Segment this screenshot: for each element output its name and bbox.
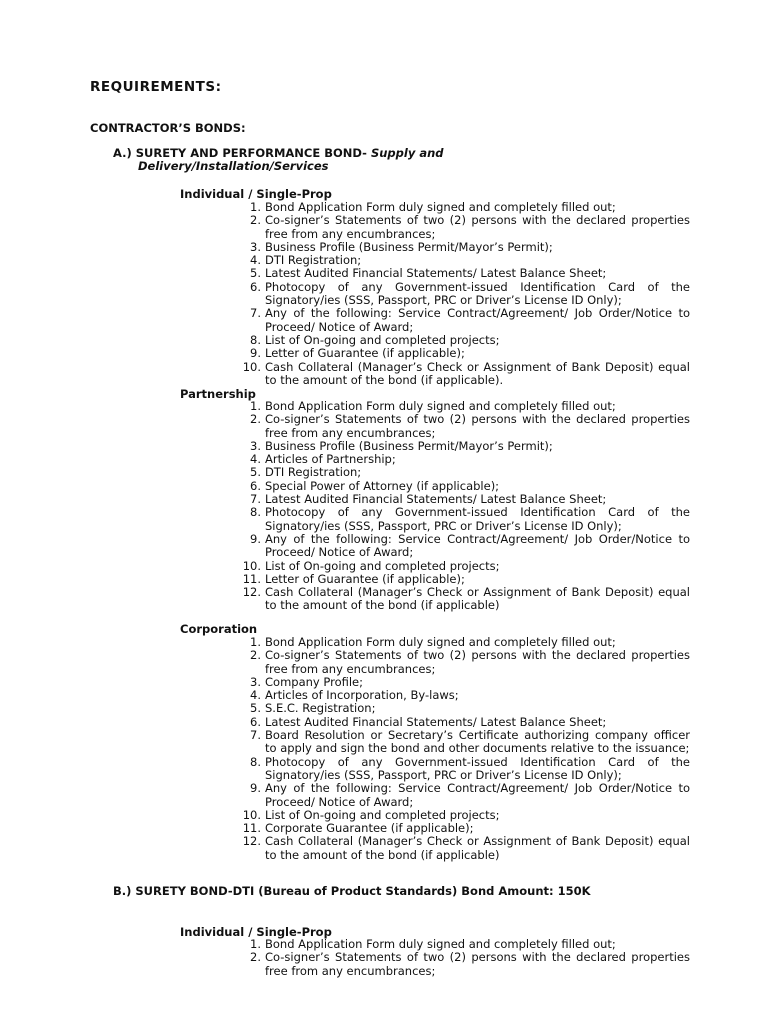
- list-item-text: List of On-going and completed projects;: [265, 807, 500, 822]
- list-item: [0, 307, 690, 334]
- list-item-number: 7.: [250, 492, 261, 507]
- list-item: [0, 809, 690, 822]
- list-item: [0, 361, 690, 388]
- list-item-text: Co-signer’s Statements of two (2) persons with the declared properties free from any encumbrances;: [265, 950, 690, 978]
- partnership-heading: Partnership: [180, 387, 256, 401]
- list-item-number: 3.: [250, 438, 261, 453]
- list-item-text: Board Resolution or Secretary’s Certificate authorizing company officer to apply and sign the bond and other documents relative to the issuance;: [265, 728, 690, 756]
- list-item: [0, 214, 690, 241]
- list-item-number: 5.: [250, 465, 261, 480]
- list-item-number: 11.: [242, 571, 261, 586]
- list-item-text: List of On-going and completed projects;: [265, 332, 500, 347]
- list-item: [0, 506, 690, 533]
- section-a-italic: Supply and: [370, 146, 444, 160]
- list-item-number: 9.: [250, 781, 261, 796]
- section-b-heading: B.) SURETY BOND-DTI (Bureau of Product Standards) Bond Amount: 150K: [113, 884, 591, 898]
- list-item-text: Cash Collateral (Manager’s Check or Assignment of Bank Deposit) equal to the amount of the bond (if applicable): [265, 585, 690, 613]
- list-item: [0, 822, 690, 835]
- list-item: [0, 281, 690, 308]
- list-item-text: Articles of Incorporation, By-laws;: [265, 688, 459, 703]
- section-a-heading: [113, 147, 444, 174]
- list-item-text: Articles of Partnership;: [265, 452, 396, 467]
- list-item-text: Any of the following: Service Contract/Agreement/ Job Order/Notice to Proceed/ Notice of Award;: [265, 306, 690, 334]
- list-item-text: Cash Collateral (Manager’s Check or Assignment of Bank Deposit) equal to the amount of the bond (if applicable).: [265, 359, 690, 387]
- list-item: [0, 729, 690, 756]
- list-item: [0, 267, 690, 280]
- list-item: [0, 413, 690, 440]
- list-item-number: 12.: [242, 834, 261, 849]
- list-item-number: 9.: [250, 531, 261, 546]
- list-item-number: 2.: [250, 412, 261, 427]
- list-item: [0, 201, 690, 214]
- list-item: [0, 649, 690, 676]
- list-item-number: 2.: [250, 950, 261, 965]
- list-item-text: Photocopy of any Government-issued Identification Card of the Signatory/ies (SSS, Passport, PRC or Driver’s License ID Only);: [265, 505, 690, 533]
- list-item-number: 3.: [250, 674, 261, 689]
- list-item-number: 4.: [250, 688, 261, 703]
- list-item-text: Photocopy of any Government-issued Identification Card of the Signatory/ies (SSS, Passport, PRC or Driver’s License ID Only);: [265, 754, 690, 782]
- list-item: [0, 440, 690, 453]
- list-item-text: Corporate Guarantee (if applicable);: [265, 821, 474, 836]
- list-item-text: Cash Collateral (Manager’s Check or Assignment of Bank Deposit) equal to the amount of the bond (if applicable): [265, 834, 690, 862]
- corporation-list: [0, 636, 690, 862]
- list-item-number: 9.: [250, 346, 261, 361]
- list-item: [0, 254, 690, 267]
- list-item-text: S.E.C. Registration;: [265, 701, 376, 716]
- list-item-number: 1.: [250, 937, 261, 951]
- list-item: [0, 453, 690, 466]
- list-item-number: 6.: [250, 714, 261, 729]
- list-item-text: Bond Application Form duly signed and completely filled out;: [265, 399, 616, 413]
- list-item-text: Latest Audited Financial Statements/ Latest Balance Sheet;: [265, 714, 607, 729]
- list-item-number: 5.: [250, 266, 261, 281]
- list-item-text: Bond Application Form duly signed and completely filled out;: [265, 635, 616, 649]
- list-item-number: 8.: [250, 332, 261, 347]
- list-item-number: 2.: [250, 648, 261, 663]
- list-item: [0, 716, 690, 729]
- list-item: [0, 676, 690, 689]
- list-item-text: Photocopy of any Government-issued Identification Card of the Signatory/ies (SSS, Passport, PRC or Driver’s License ID Only);: [265, 279, 690, 308]
- list-item-text: Any of the following: Service Contract/Agreement/ Job Order/Notice to Proceed/ Notice of Award;: [265, 781, 690, 809]
- list-item: [0, 951, 690, 978]
- list-item: [0, 466, 690, 479]
- list-item: [0, 756, 690, 783]
- list-item-number: 10.: [242, 807, 261, 822]
- list-item: [0, 573, 690, 586]
- section-heading: CONTRACTOR’S BONDS:: [90, 121, 246, 135]
- list-item: [0, 347, 690, 360]
- section-b-individual-heading: Individual / Single-Prop: [180, 925, 332, 939]
- list-item-number: 7.: [250, 728, 261, 743]
- list-item-number: 10.: [242, 558, 261, 573]
- list-item: [0, 702, 690, 715]
- list-item-number: 1.: [250, 399, 261, 413]
- list-item-number: 1.: [250, 635, 261, 649]
- list-item-number: 4.: [250, 253, 261, 268]
- list-item-number: 3.: [250, 239, 261, 254]
- list-item-number: 8.: [250, 505, 261, 520]
- list-item: [0, 241, 690, 254]
- list-item-text: Co-signer’s Statements of two (2) persons with the declared properties free from any encumbrances;: [265, 213, 690, 241]
- list-item: [0, 334, 690, 347]
- list-item-text: Company Profile;: [265, 674, 363, 689]
- list-item-text: Co-signer’s Statements of two (2) persons with the declared properties free from any encumbrances;: [265, 648, 690, 676]
- list-item-text: Bond Application Form duly signed and completely filled out;: [265, 937, 616, 951]
- list-item-text: Latest Audited Financial Statements/ Latest Balance Sheet;: [265, 492, 607, 507]
- list-item: [0, 689, 690, 702]
- list-item-number: 1.: [250, 200, 261, 214]
- list-item-text: Any of the following: Service Contract/Agreement/ Job Order/Notice to Proceed/ Notice of Award;: [265, 531, 690, 560]
- list-item-text: Business Profile (Business Permit/Mayor’s Permit);: [265, 438, 553, 453]
- list-item: [0, 636, 690, 649]
- list-item: [0, 782, 690, 809]
- list-item-text: Co-signer’s Statements of two (2) persons with the declared properties free from any encumbrances;: [265, 412, 690, 440]
- section-a-label: A.) SURETY AND PERFORMANCE BOND-: [113, 146, 367, 160]
- list-item: [0, 938, 690, 951]
- list-item-number: 8.: [250, 754, 261, 769]
- list-item: [0, 835, 690, 862]
- section-a-italic-line2: Delivery/Installation/Services: [138, 159, 329, 174]
- list-item-text: Special Power of Attorney (if applicable);: [265, 478, 500, 493]
- list-item-text: DTI Registration;: [265, 465, 362, 480]
- list-item-number: 10.: [242, 359, 261, 374]
- list-item-number: 6.: [250, 478, 261, 493]
- individual-list: [0, 201, 690, 387]
- list-item-number: 6.: [250, 279, 261, 294]
- list-item: [0, 560, 690, 573]
- section-b-individual-list: [0, 938, 690, 978]
- list-item-text: List of On-going and completed projects;: [265, 558, 500, 573]
- list-item-text: Bond Application Form duly signed and completely filled out;: [265, 200, 616, 214]
- list-item-text: Latest Audited Financial Statements/ Latest Balance Sheet;: [265, 266, 607, 281]
- list-item-number: 2.: [250, 213, 261, 228]
- list-item-text: Business Profile (Business Permit/Mayor’s Permit);: [265, 239, 553, 254]
- list-item-number: 4.: [250, 452, 261, 467]
- individual-heading: Individual / Single-Prop: [180, 187, 332, 201]
- list-item: [0, 533, 690, 560]
- list-item: [0, 400, 690, 413]
- list-item: [0, 480, 690, 493]
- list-item-number: 12.: [242, 585, 261, 600]
- list-item-number: 7.: [250, 306, 261, 321]
- list-item-text: Letter of Guarantee (if applicable);: [265, 346, 465, 361]
- list-item-number: 5.: [250, 701, 261, 716]
- partnership-list: [0, 400, 690, 613]
- list-item-text: Letter of Guarantee (if applicable);: [265, 571, 465, 586]
- list-item-text: DTI Registration;: [265, 253, 362, 268]
- list-item-number: 11.: [242, 821, 261, 836]
- list-item: [0, 493, 690, 506]
- list-item: [0, 586, 690, 613]
- corporation-heading: Corporation: [180, 622, 258, 636]
- page-title: REQUIREMENTS:: [90, 79, 222, 95]
